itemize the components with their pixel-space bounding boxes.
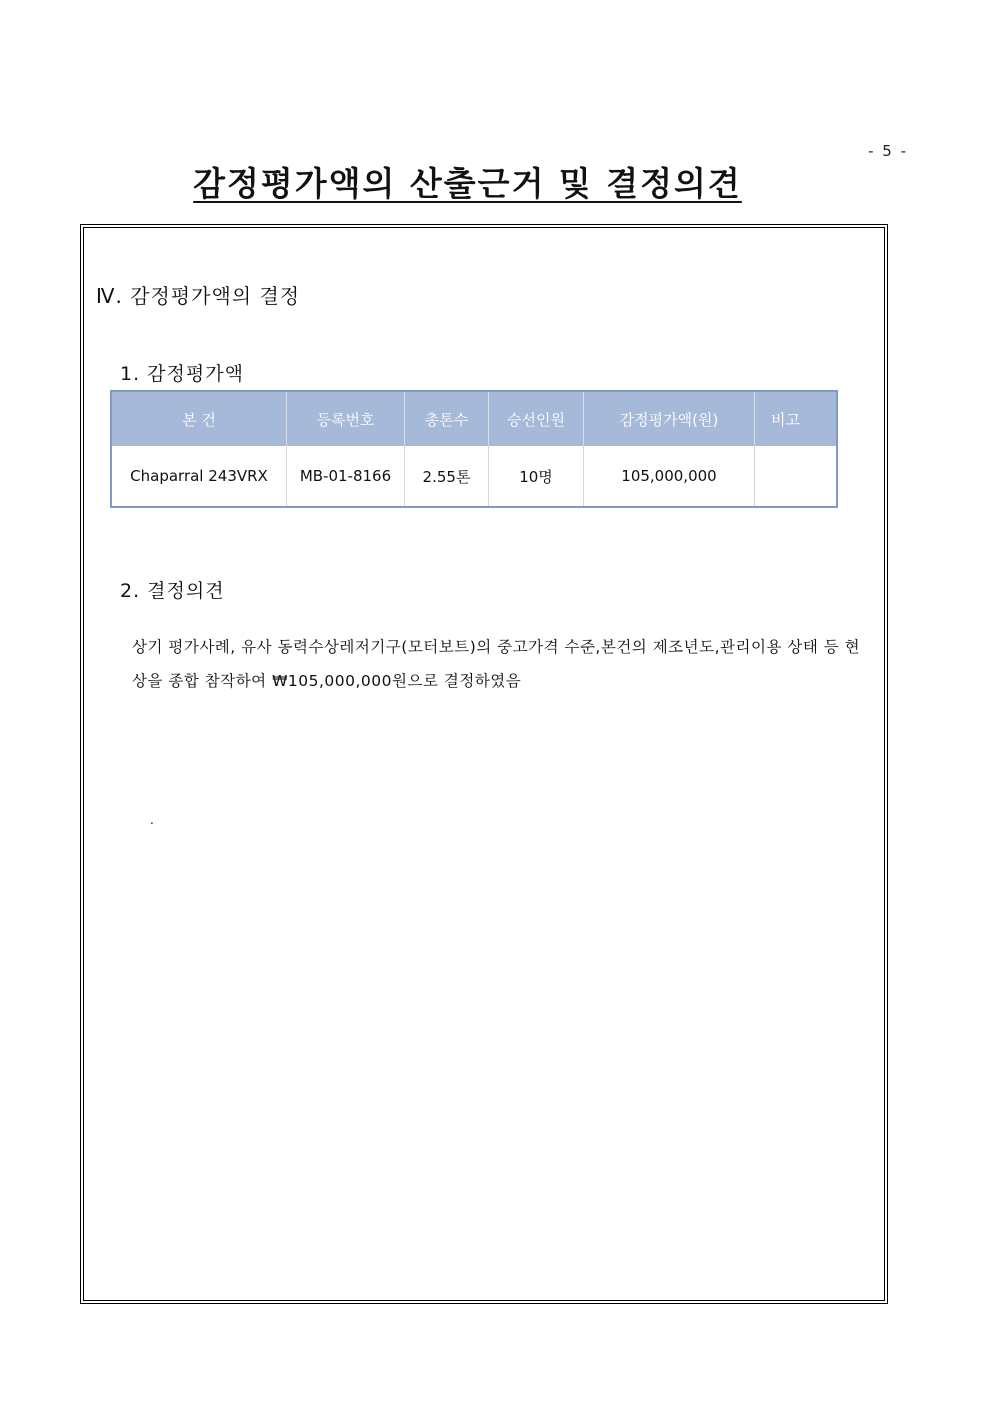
cell-tonnage: 2.55톤 — [405, 446, 489, 507]
cell-capacity: 10명 — [489, 446, 584, 507]
col-header-tonnage: 총톤수 — [405, 391, 489, 446]
appraisal-amount-heading: 1. 감정평가액 — [120, 363, 244, 385]
cell-remarks — [755, 446, 838, 507]
table-header-row — [111, 391, 837, 446]
col-header-appraised-value: 감정평가액(원) — [584, 391, 755, 446]
appraisal-table — [110, 390, 838, 508]
col-header-registration: 등록번호 — [287, 391, 405, 446]
content-frame-inner — [83, 227, 885, 1301]
document-title-text: 감정평가액의 산출근거 및 결정의견 — [193, 164, 742, 203]
col-header-capacity: 승선인원 — [489, 391, 584, 446]
col-header-subject: 본 건 — [111, 391, 287, 446]
decision-opinion-heading: 2. 결정의견 — [120, 580, 225, 602]
page-number: - 5 - — [868, 142, 908, 160]
col-header-remarks: 비고 — [755, 391, 838, 446]
cell-registration: MB-01-8166 — [287, 446, 405, 507]
decision-opinion-text: 상기 평가사례, 유사 동력수상레저기구(모터보트)의 중고가격 수준,본건의 제조년도,관리이용 상태 등 현상을 종합 참작하여 ₩105,000,000원으로 결정하였음 — [132, 638, 861, 690]
document-title — [0, 158, 935, 205]
table-row — [111, 446, 837, 507]
cell-appraised-value: 105,000,000 — [584, 446, 755, 507]
content-frame — [80, 224, 888, 1304]
section-heading: Ⅳ. 감정평가액의 결정 — [96, 284, 301, 308]
cell-subject: Chaparral 243VRX — [111, 446, 287, 507]
stray-mark: . — [150, 813, 154, 827]
